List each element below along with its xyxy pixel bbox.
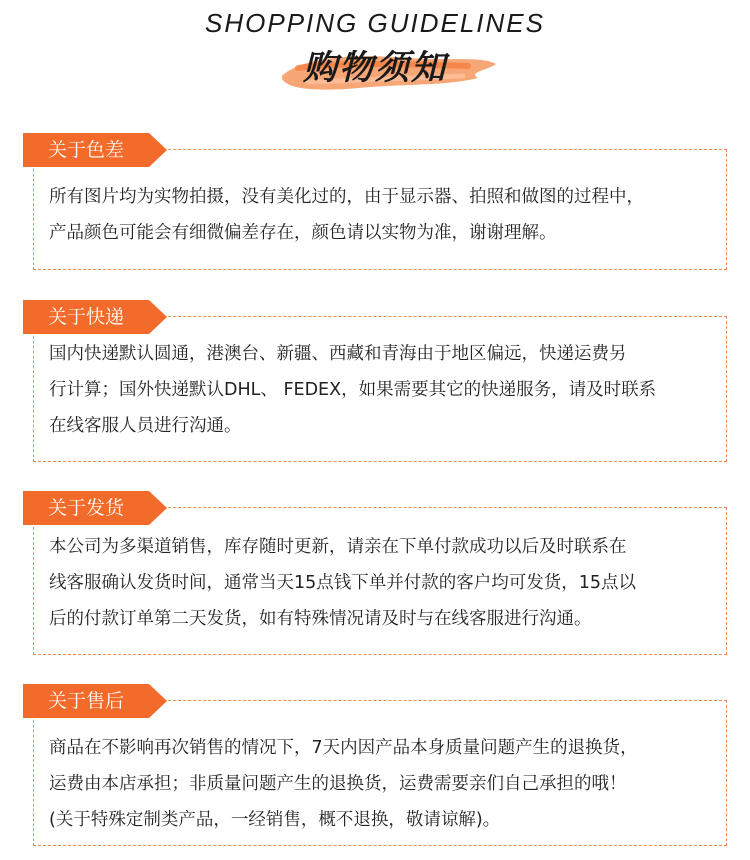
text-line: (关于特殊定制类产品，一经销售，概不退换，敬请谅解)。 <box>49 810 501 830</box>
section-after-sales <box>33 684 727 846</box>
section-body <box>49 336 713 444</box>
section-tag <box>23 684 179 718</box>
text-line: 产品颜色可能会有细微偏差存在，颜色请以实物为准，谢谢理解。 <box>49 223 557 243</box>
text-line: 国内快递默认圆通，港澳台、新疆、西藏和青海由于地区偏远，快递运费另 <box>49 344 627 364</box>
text-line: 运费由本店承担；非质量问题产生的退换货，运费需要亲们自己承担的哦！ <box>49 774 627 794</box>
section-tag <box>23 300 179 334</box>
section-tag-label: 关于快递 <box>47 306 124 328</box>
section-body <box>49 529 713 637</box>
section-delivery <box>33 300 727 462</box>
page-header <box>0 0 750 110</box>
section-tag <box>23 491 179 525</box>
section-color-difference <box>33 133 727 270</box>
english-title: SHOPPING GUIDELINES <box>205 8 545 38</box>
text-line: 在线客服人员进行沟通。 <box>49 416 242 436</box>
text-line: 线客服确认发货时间，通常当天15点钱下单并付款的客户均可发货，15点以 <box>49 573 637 593</box>
text-line: 行计算；国外快递默认DHL、 FEDEX，如果需要其它的快递服务，请及时联系 <box>49 380 657 400</box>
text-line: 商品在不影响再次销售的情况下，7天内因产品本身质量问题产生的退换货， <box>49 738 638 758</box>
chinese-title: 购物须知 <box>303 48 447 88</box>
section-body <box>49 730 713 838</box>
text-line: 所有图片均为实物拍摄，没有美化过的，由于显示器、拍照和做图的过程中， <box>49 187 644 207</box>
section-tag-label: 关于色差 <box>47 139 124 161</box>
section-shipping <box>33 491 727 655</box>
text-line: 后的付款订单第二天发货，如有特殊情况请及时与在线客服进行沟通。 <box>49 609 592 629</box>
section-tag-label: 关于发货 <box>47 497 124 519</box>
text-line: 本公司为多渠道销售，库存随时更新，请亲在下单付款成功以后及时联系在 <box>49 537 627 557</box>
section-body <box>49 179 713 251</box>
section-tag-label: 关于售后 <box>47 690 124 712</box>
section-tag <box>23 133 179 167</box>
